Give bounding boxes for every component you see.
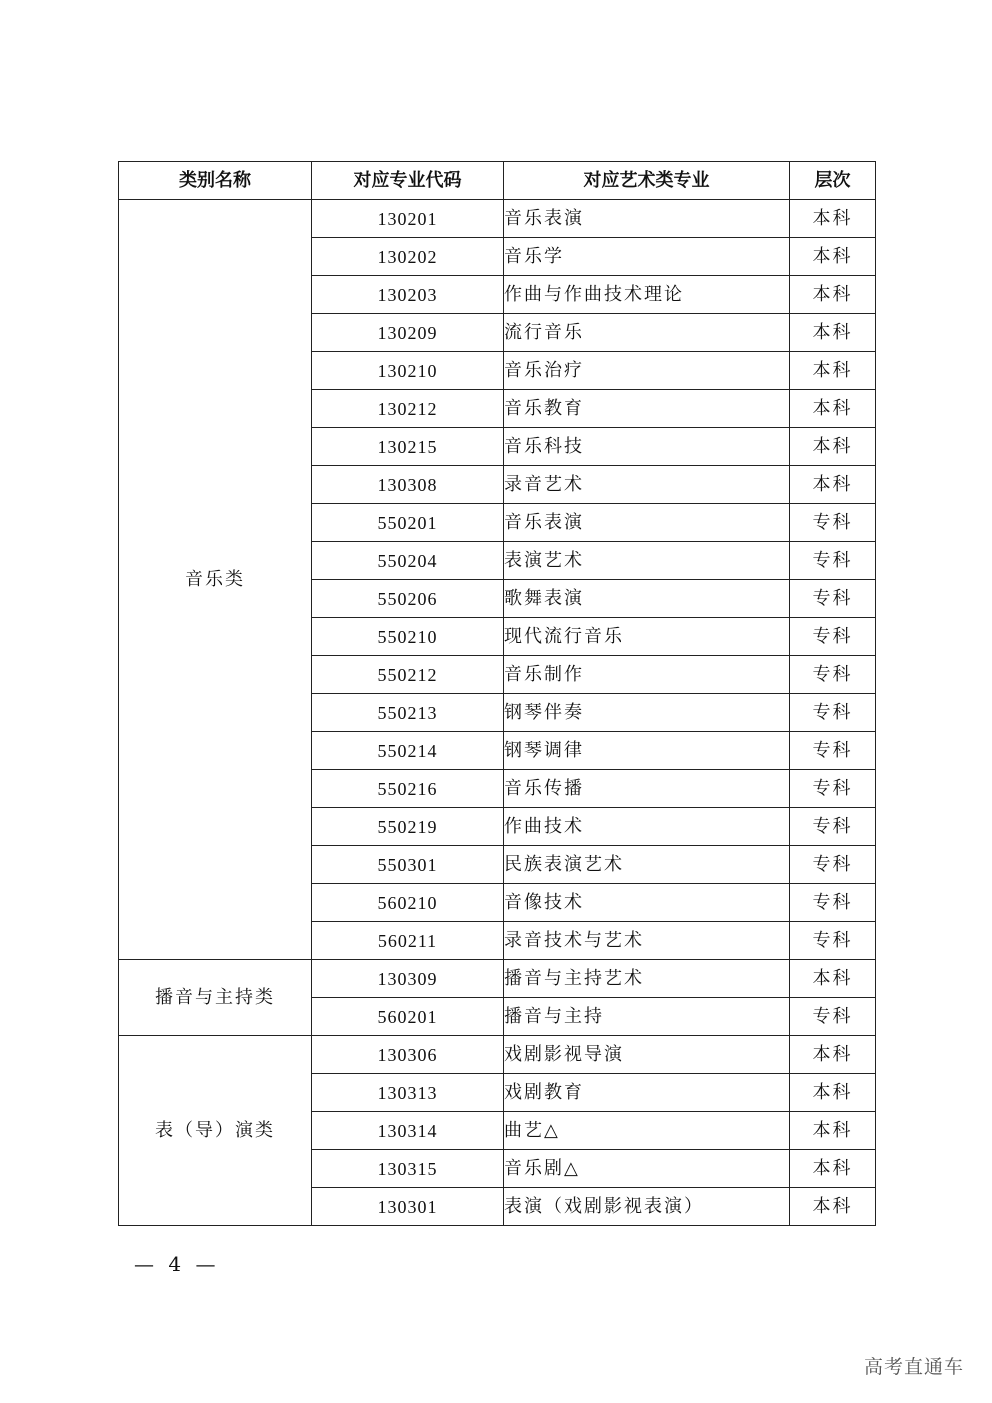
level-cell: 专科 <box>790 656 876 694</box>
majors-table <box>118 161 876 1226</box>
major-code-cell: 130210 <box>312 352 504 390</box>
major-name-cell: 音乐科技 <box>504 428 790 466</box>
major-code-cell: 550214 <box>312 732 504 770</box>
level-cell: 专科 <box>790 770 876 808</box>
level-cell: 专科 <box>790 884 876 922</box>
major-name-cell: 现代流行音乐 <box>504 618 790 656</box>
page-number: — 4 — <box>134 1252 220 1276</box>
level-cell: 本科 <box>790 314 876 352</box>
major-code-cell: 560211 <box>312 922 504 960</box>
major-name-cell: 表演（戏剧影视表演） <box>504 1188 790 1226</box>
major-code-cell: 550219 <box>312 808 504 846</box>
level-cell: 本科 <box>790 238 876 276</box>
level-cell: 专科 <box>790 580 876 618</box>
level-cell: 专科 <box>790 922 876 960</box>
level-cell: 专科 <box>790 732 876 770</box>
level-cell: 本科 <box>790 200 876 238</box>
major-code-cell: 560210 <box>312 884 504 922</box>
major-name-cell: 音乐教育 <box>504 390 790 428</box>
level-cell: 本科 <box>790 352 876 390</box>
major-name-cell: 曲艺△ <box>504 1112 790 1150</box>
major-code-cell: 550201 <box>312 504 504 542</box>
major-name-cell: 音乐表演 <box>504 200 790 238</box>
level-cell: 专科 <box>790 808 876 846</box>
category-cell: 音乐类 <box>119 200 312 960</box>
major-name-cell: 音乐制作 <box>504 656 790 694</box>
major-code-cell: 550206 <box>312 580 504 618</box>
level-cell: 本科 <box>790 276 876 314</box>
major-name-cell: 播音与主持艺术 <box>504 960 790 998</box>
major-code-cell: 130202 <box>312 238 504 276</box>
header-row <box>119 162 876 200</box>
header-level: 层次 <box>790 162 876 200</box>
level-cell: 本科 <box>790 960 876 998</box>
major-name-cell: 作曲与作曲技术理论 <box>504 276 790 314</box>
level-cell: 本科 <box>790 1074 876 1112</box>
major-code-cell: 130315 <box>312 1150 504 1188</box>
level-cell: 本科 <box>790 390 876 428</box>
header-category: 类别名称 <box>119 162 312 200</box>
table-body <box>119 200 876 1226</box>
major-code-cell: 130209 <box>312 314 504 352</box>
level-cell: 本科 <box>790 1150 876 1188</box>
major-name-cell: 表演艺术 <box>504 542 790 580</box>
major-name-cell: 音像技术 <box>504 884 790 922</box>
major-code-cell: 550210 <box>312 618 504 656</box>
major-code-cell: 130309 <box>312 960 504 998</box>
level-cell: 专科 <box>790 542 876 580</box>
major-code-cell: 550301 <box>312 846 504 884</box>
major-name-cell: 音乐治疗 <box>504 352 790 390</box>
major-name-cell: 录音技术与艺术 <box>504 922 790 960</box>
major-name-cell: 播音与主持 <box>504 998 790 1036</box>
major-code-cell: 130308 <box>312 466 504 504</box>
major-code-cell: 130313 <box>312 1074 504 1112</box>
major-code-cell: 130201 <box>312 200 504 238</box>
major-name-cell: 歌舞表演 <box>504 580 790 618</box>
watermark: 高考直通车 <box>863 1356 964 1378</box>
major-code-cell: 130306 <box>312 1036 504 1074</box>
major-name-cell: 音乐学 <box>504 238 790 276</box>
major-code-cell: 130212 <box>312 390 504 428</box>
major-code-cell: 130301 <box>312 1188 504 1226</box>
level-cell: 本科 <box>790 466 876 504</box>
major-code-cell: 550204 <box>312 542 504 580</box>
major-code-cell: 130314 <box>312 1112 504 1150</box>
category-cell: 表（导）演类 <box>119 1036 312 1226</box>
table-row <box>119 1036 876 1074</box>
major-code-cell: 550213 <box>312 694 504 732</box>
major-name-cell: 录音艺术 <box>504 466 790 504</box>
major-name-cell: 音乐剧△ <box>504 1150 790 1188</box>
major-name-cell: 戏剧影视导演 <box>504 1036 790 1074</box>
major-name-cell: 民族表演艺术 <box>504 846 790 884</box>
major-name-cell: 戏剧教育 <box>504 1074 790 1112</box>
category-cell: 播音与主持类 <box>119 960 312 1036</box>
header-major: 对应艺术类专业 <box>504 162 790 200</box>
level-cell: 专科 <box>790 504 876 542</box>
major-code-cell: 130215 <box>312 428 504 466</box>
level-cell: 专科 <box>790 998 876 1036</box>
header-code: 对应专业代码 <box>312 162 504 200</box>
table-row <box>119 200 876 238</box>
level-cell: 本科 <box>790 1188 876 1226</box>
major-code-cell: 550216 <box>312 770 504 808</box>
major-code-cell: 560201 <box>312 998 504 1036</box>
major-name-cell: 钢琴调律 <box>504 732 790 770</box>
level-cell: 本科 <box>790 1036 876 1074</box>
major-name-cell: 流行音乐 <box>504 314 790 352</box>
level-cell: 本科 <box>790 1112 876 1150</box>
level-cell: 专科 <box>790 618 876 656</box>
level-cell: 专科 <box>790 694 876 732</box>
major-name-cell: 音乐传播 <box>504 770 790 808</box>
level-cell: 专科 <box>790 846 876 884</box>
major-code-cell: 130203 <box>312 276 504 314</box>
major-code-cell: 550212 <box>312 656 504 694</box>
level-cell: 本科 <box>790 428 876 466</box>
major-name-cell: 钢琴伴奏 <box>504 694 790 732</box>
table-row <box>119 960 876 998</box>
major-name-cell: 音乐表演 <box>504 504 790 542</box>
major-name-cell: 作曲技术 <box>504 808 790 846</box>
